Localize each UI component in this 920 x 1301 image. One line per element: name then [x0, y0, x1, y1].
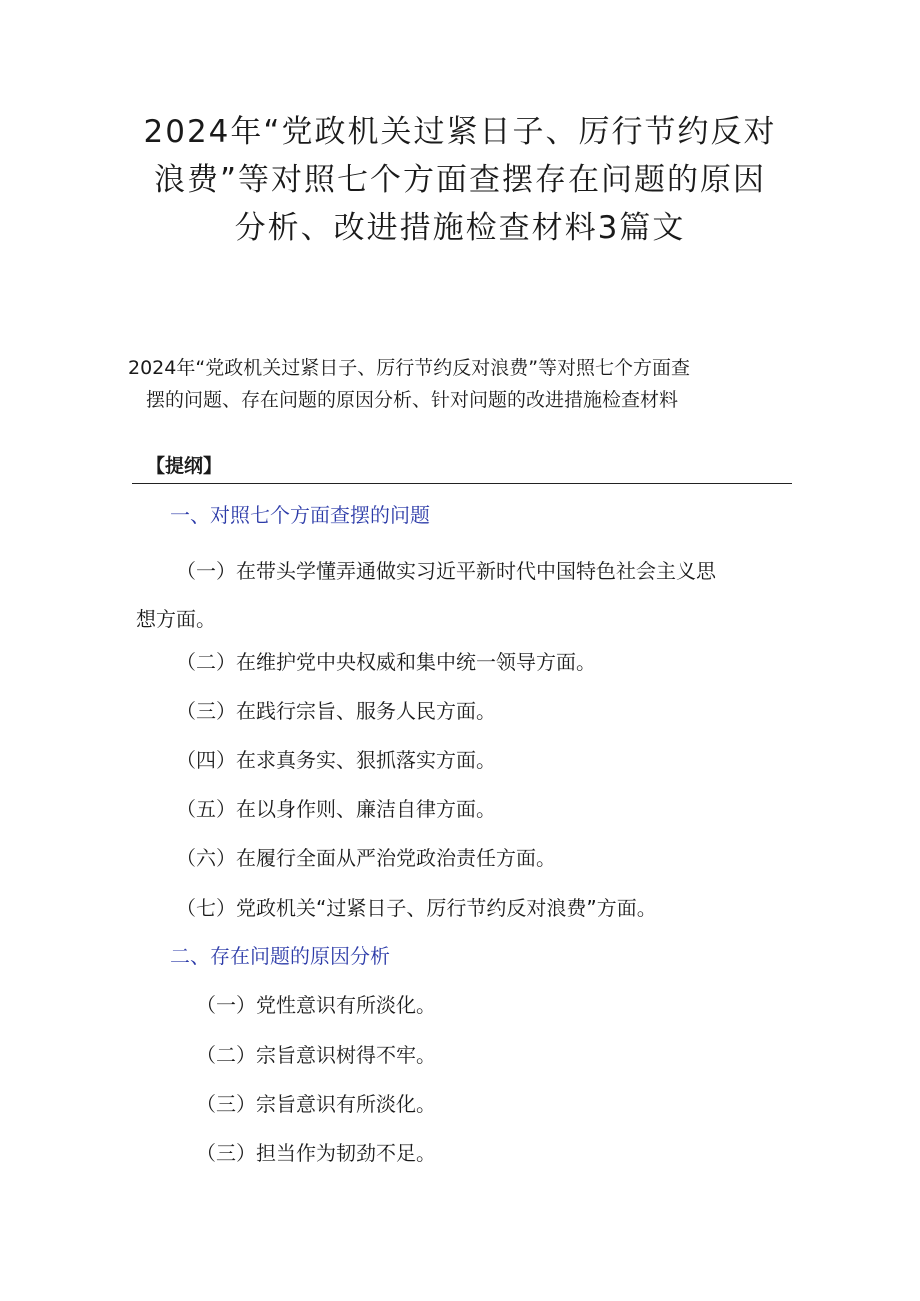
section-heading-2: 二、存在问题的原因分析 — [170, 944, 390, 968]
outline-divider — [132, 483, 792, 484]
section1-item-1-line-1: （一）在带头学懂弄通做实习近平新时代中国特色社会主义思 — [176, 559, 716, 583]
subtitle-line-2: 摆的问题、存在问题的原因分析、针对问题的改进措施检查材料 — [146, 389, 679, 411]
section2-item-2: （二）宗旨意识树得不牢。 — [196, 1043, 436, 1067]
subtitle-line-1: 2024年“党政机关过紧日子、厉行节约反对浪费”等对照七个方面查 — [128, 357, 691, 379]
section1-item-6: （六）在履行全面从严治党政治责任方面。 — [176, 846, 556, 870]
section1-item-3: （三）在践行宗旨、服务人民方面。 — [176, 699, 496, 723]
document-title — [100, 108, 820, 252]
section2-item-3: （三）宗旨意识有所淡化。 — [196, 1092, 436, 1116]
outline-label: 【提纲】 — [146, 455, 223, 477]
section1-item-7: （七）党政机关“过紧日子、厉行节约反对浪费”方面。 — [176, 896, 657, 920]
title-line-1: 2024年“党政机关过紧日子、厉行节约反对 — [143, 114, 777, 150]
section1-item-1-line-2: 想方面。 — [136, 607, 216, 631]
section1-item-5: （五）在以身作则、廉洁自律方面。 — [176, 797, 496, 821]
section2-item-1: （一）党性意识有所淡化。 — [196, 993, 436, 1017]
document-subtitle — [128, 352, 808, 416]
title-line-3: 分析、改进措施检查材料3篇文 — [234, 210, 686, 246]
section1-item-2: （二）在维护党中央权威和集中统一领导方面。 — [176, 650, 596, 674]
title-line-2: 浪费”等对照七个方面查摆存在问题的原因 — [153, 162, 767, 198]
section2-item-4: （三）担当作为韧劲不足。 — [196, 1141, 436, 1165]
section1-item-4: （四）在求真务实、狠抓落实方面。 — [176, 748, 496, 772]
section1-item-1 — [136, 547, 796, 643]
section-heading-1: 一、对照七个方面查摆的问题 — [170, 503, 430, 527]
